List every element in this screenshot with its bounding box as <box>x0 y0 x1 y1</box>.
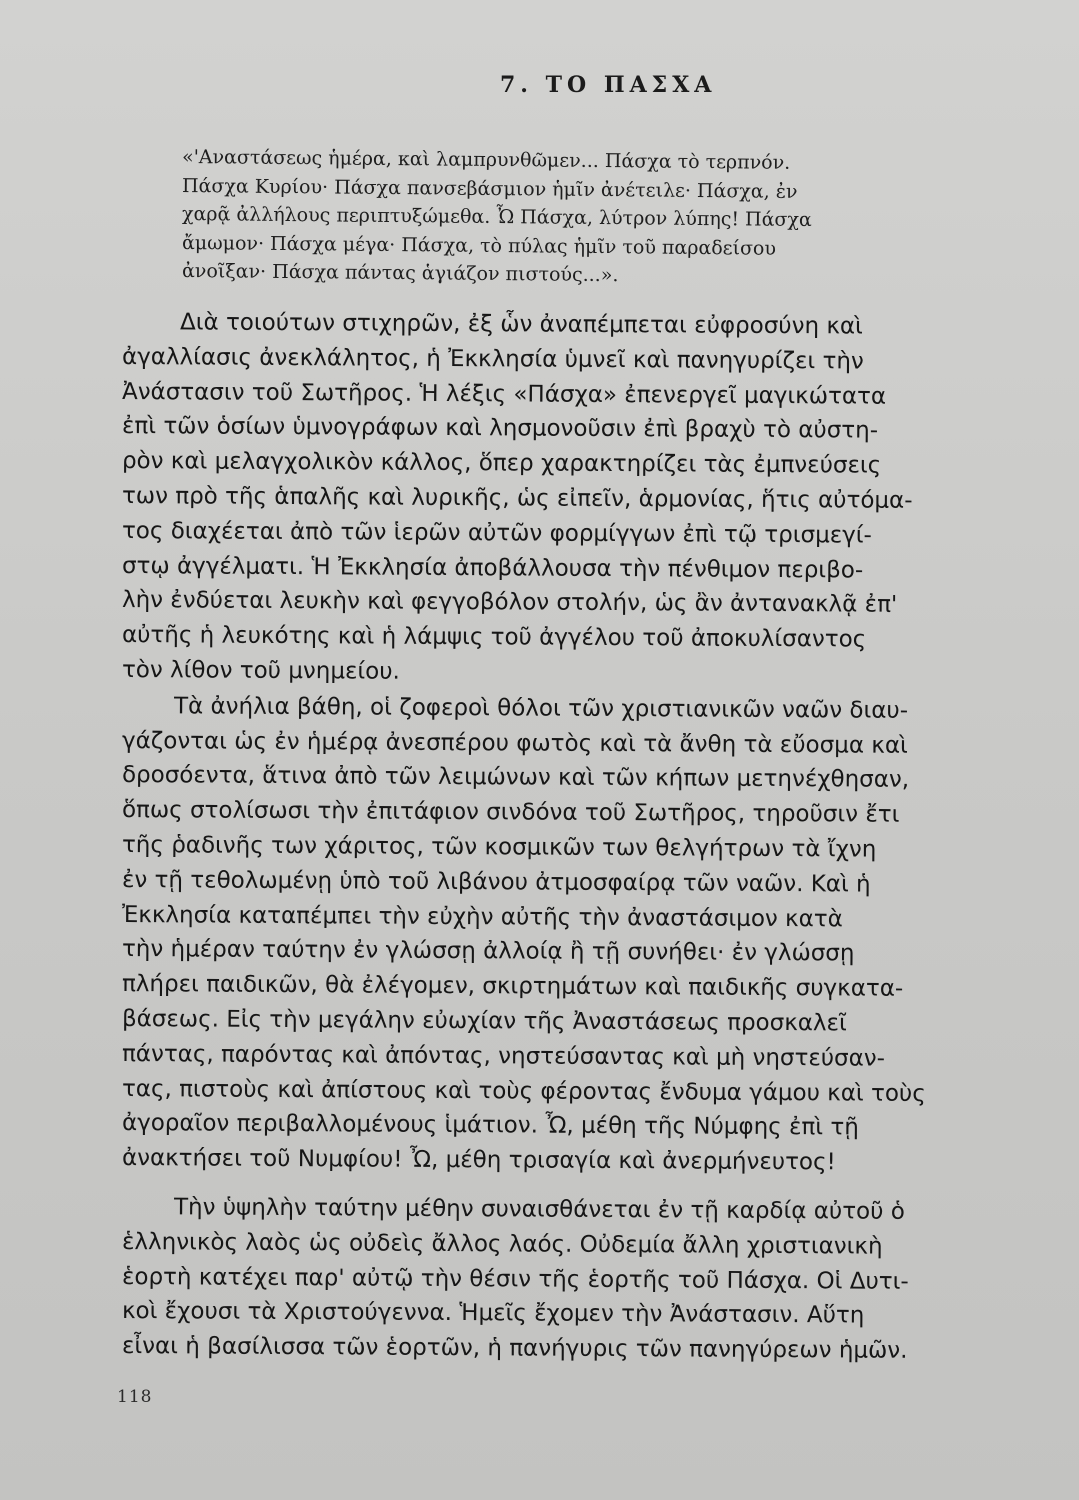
page-number: 118 <box>117 1387 153 1407</box>
text-line: ἀνακτήσει τοῦ Νυμφίου! Ὦ, μέθη τρισαγία καὶ ἀνερμήνευτος! <box>121 1145 836 1176</box>
paragraph-1 <box>122 305 1002 688</box>
text-line: λὴν ἐνδύεται λευκὴν καὶ φεγγοβόλον στολήν, ὡς ἂν ἀντανακλᾷ ἐπ' <box>121 587 898 619</box>
text-line: τας, πιστοὺς καὶ ἀπίστους καὶ τοὺς φέροντας ἔνδυμα γάμου καὶ τοὺς <box>121 1075 926 1107</box>
hymn-line: «'Αναστάσεως ἡμέρα, καὶ λαμπρυνθῶμεν... Πάσχα τὸ τερπνόν. <box>181 146 791 174</box>
text-line: ρὸν καὶ μελαγχολικὸν κάλλος, ὅπερ χαρακτηρίζει τὰς ἐμπνεύσεις <box>121 448 882 479</box>
text-line: Διὰ τοιούτων στιχηρῶν, ἐξ ὧν ἀναπέμπεται εὐφροσύνη καὶ <box>179 309 863 340</box>
text-line: τῆς ῥαδινῆς των χάριτος, τῶν κοσμικῶν των θελγήτρων τὰ ἴχνη <box>121 831 877 863</box>
text-line: βάσεως. Εἰς τὴν μεγάλην εὐωχίαν τῆς Ἀναστάσεως προσκαλεῖ <box>121 1005 847 1037</box>
paragraph-3 <box>122 1190 1002 1364</box>
hymn-line: χαρᾷ ἀλλήλους περιπτυξώμεθα. Ὦ Πάσχα, λύτρον λύπης! Πάσχα <box>181 203 812 232</box>
text-line: Τὰ ἀνήλια βάθη, οἱ ζοφεροὶ θόλοι τῶν χριστιανικῶν ναῶν διαυ- <box>173 693 909 724</box>
text-line: ἑλληνικὸς λαὸς ὡς οὐδεὶς ἄλλος λαός. Οὐδεμία ἄλλη χριστιανικὴ <box>121 1228 883 1260</box>
text-line: Ἐκκλησία καταπέμπει τὴν εὐχὴν αὐτῆς τὴν ἀναστάσιμον κατὰ <box>121 901 843 932</box>
text-line: τος διαχέεται ἀπὸ τῶν ἱερῶν αὐτῶν φορμίγγων ἐπὶ τῷ τρισμεγί- <box>121 517 872 549</box>
text-line: ὅπως στολίσωσι τὴν ἐπιτάφιον σινδόνα τοῦ Σωτῆρος, τηροῦσιν ἔτι <box>121 797 900 828</box>
text-line: ἐπὶ τῶν ὁσίων ὑμνογράφων καὶ λησμονοῦσιν ἐπὶ βραχὺ τὸ αὐστη- <box>121 413 879 445</box>
text-line: των πρὸ τῆς ἁπαλῆς καὶ λυρικῆς, ὡς εἰπεῖν, ἁρμονίας, ἥτις αὐτόμα- <box>121 482 913 514</box>
chapter-title: 7. ΤΟ ΠΑΣΧΑ <box>500 72 717 98</box>
text-line: πάντας, παρόντας καὶ ἀπόντας, νηστεύσαντας καὶ μὴ νηστεύσαν- <box>121 1040 886 1072</box>
text-line: κοὶ ἔχουσι τὰ Χριστούγεννα. Ἡμεῖς ἔχομεν τὴν Ἀνάστασιν. Αὕτη <box>121 1298 865 1329</box>
text-line: πλήρει παιδικῶν, θὰ ἐλέγομεν, σκιρτημάτων καὶ παιδικῆς συγκατα- <box>121 971 904 1002</box>
text-line: ἐν τῇ τεθολωμένῃ ὑπὸ τοῦ λιβάνου ἀτμοσφαίρᾳ τῶν ναῶν. Καὶ ἡ <box>121 866 871 898</box>
body-text <box>122 305 1002 1365</box>
hymn-line: ἀνοῖξαν· Πάσχα πάντας ἁγιάζον πιστούς...». <box>181 260 619 287</box>
text-line: Τὴν ὑψηλὴν ταύτην μέθην συναισθάνεται ἐν τῇ καρδίᾳ αὐτοῦ ὁ <box>173 1194 905 1225</box>
paragraph-2 <box>122 689 1002 1176</box>
text-line: δροσόεντα, ἅτινα ἀπὸ τῶν λειμώνων καὶ τῶν κήπων μετηνέχθησαν, <box>121 762 910 794</box>
text-line: στῳ ἀγγέλματι. Ἡ Ἐκκλησία ἀποβάλλουσα τὴν πένθιμον περιβο- <box>121 552 864 584</box>
hymn-line: Πάσχα Κυρίου· Πάσχα πανσεβάσμιον ἡμῖν ἀνέτειλε· Πάσχα, ἐν <box>181 174 798 203</box>
text-line: ἀγαλλίασις ἀνεκλάλητος, ἡ Ἐκκλησία ὑμνεῖ καὶ πανηγυρίζει τὴν <box>121 343 864 375</box>
hymn-line: ἄμωμον· Πάσχα μέγα· Πάσχα, τὸ πύλας ἡμῖν τοῦ παραδείσου <box>181 231 777 260</box>
hymn-quote <box>182 143 1002 286</box>
text-line: ἑορτὴ κατέχει παρ' αὐτῷ τὴν θέσιν τῆς ἑορτῆς τοῦ Πάσχα. Οἱ Δυτι- <box>121 1263 909 1295</box>
text-line: αὐτῆς ἡ λευκότης καὶ ἡ λάμψις τοῦ ἀγγέλου τοῦ ἀποκυλίσαντος <box>121 622 867 653</box>
text-line: γάζονται ὡς ἐν ἡμέρᾳ ἀνεσπέρου φωτὸς καὶ τὰ ἄνθη τὰ εὔοσμα καὶ <box>121 727 908 759</box>
text-line: εἶναι ἡ βασίλισσα τῶν ἑορτῶν, ἡ πανήγυρις τῶν πανηγύρεων ἡμῶν. <box>121 1333 908 1364</box>
text-line: ἀγοραῖον περιβαλλομένους ἱμάτιον. Ὦ, μέθη τῆς Νύμφης ἐπὶ τῇ <box>121 1110 859 1141</box>
text-line: τὴν ἡμέραν ταύτην ἐν γλώσσῃ ἀλλοίᾳ ἢ τῇ συνήθει· ἐν γλώσσῃ <box>121 936 855 967</box>
text-line: τὸν λίθον τοῦ μνημείου. <box>121 656 400 685</box>
text-line: Ἀνάστασιν τοῦ Σωτῆρος. Ἡ λέξις «Πάσχα» ἐπενεργεῖ μαγικώτατα <box>121 378 887 410</box>
